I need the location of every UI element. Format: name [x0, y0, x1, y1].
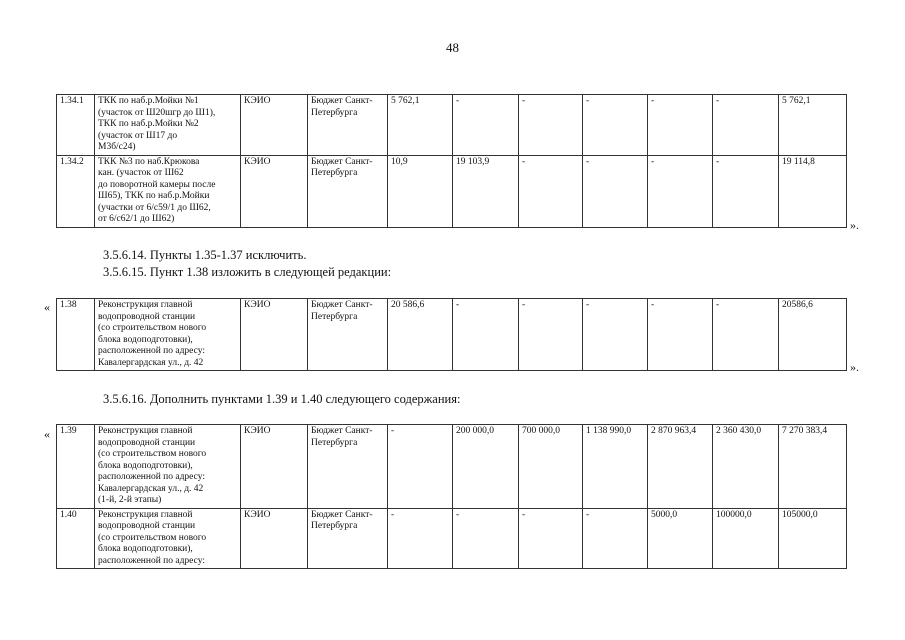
- amount-year-1-cell: -: [388, 508, 453, 569]
- item-name-cell: ТКК по наб.р.Мойки №1 (участок от Ш20шгр до Ш1), ТКК по наб.р.Мойки №2 (участок от Ш17 до М3б/с24): [95, 95, 241, 156]
- total-amount-cell: 105000,0: [779, 508, 847, 569]
- program-table-3: [56, 424, 847, 569]
- table-row: [57, 508, 847, 569]
- amount-year-5-cell: 2 870 963,4: [648, 425, 713, 509]
- page-number: 48: [446, 40, 459, 55]
- amount-year-6-cell: -: [713, 299, 779, 371]
- amount-year-2-cell: 200 000,0: [453, 425, 519, 509]
- item-number-cell: 1.34.2: [57, 155, 95, 227]
- total-amount-cell: 5 762,1: [779, 95, 847, 156]
- funding-source-cell: Бюджет Санкт- Петербурга: [308, 508, 388, 569]
- funding-source-cell: Бюджет Санкт- Петербурга: [308, 95, 388, 156]
- executor-cell: КЭИО: [241, 95, 308, 156]
- amount-year-2-cell: -: [453, 95, 519, 156]
- amount-year-1-cell: 20 586,6: [388, 299, 453, 371]
- amount-year-5-cell: 5000,0: [648, 508, 713, 569]
- item-name-cell: Реконструкция главной водопроводной станции (со строительством нового блока водоподготовки), расположенной по адресу:: [95, 508, 241, 569]
- item-number-cell: 1.38: [57, 299, 95, 371]
- paragraph-3-5-6-14: 3.5.6.14. Пункты 1.35-1.37 исключить.: [103, 248, 307, 262]
- table-row: [57, 299, 847, 371]
- opening-quote-3: «: [44, 427, 50, 441]
- amount-year-2-cell: -: [453, 299, 519, 371]
- funding-source-cell: Бюджет Санкт- Петербурга: [308, 425, 388, 509]
- amount-year-5-cell: -: [648, 95, 713, 156]
- closing-quote-1: ».: [850, 218, 859, 232]
- item-number-cell: 1.40: [57, 508, 95, 569]
- amount-year-1-cell: -: [388, 425, 453, 509]
- program-table-1: [56, 94, 847, 228]
- table-row: [57, 155, 847, 227]
- amount-year-6-cell: 2 360 430,0: [713, 425, 779, 509]
- amount-year-4-cell: -: [583, 155, 648, 227]
- total-amount-cell: 7 270 383,4: [779, 425, 847, 509]
- amount-year-3-cell: 700 000,0: [519, 425, 583, 509]
- amount-year-6-cell: -: [713, 95, 779, 156]
- item-number-cell: 1.34.1: [57, 95, 95, 156]
- funding-source-cell: Бюджет Санкт- Петербурга: [308, 155, 388, 227]
- closing-quote-2: ».: [850, 360, 859, 374]
- item-number-cell: 1.39: [57, 425, 95, 509]
- executor-cell: КЭИО: [241, 155, 308, 227]
- amount-year-4-cell: -: [583, 299, 648, 371]
- paragraph-3-5-6-16: 3.5.6.16. Дополнить пунктами 1.39 и 1.40 следующего содержания:: [103, 392, 461, 406]
- program-table-2: [56, 298, 847, 371]
- amount-year-3-cell: -: [519, 155, 583, 227]
- amount-year-1-cell: 5 762,1: [388, 95, 453, 156]
- item-name-cell: Реконструкция главной водопроводной станции (со строительством нового блока водоподготовки), расположенной по адресу: Кавалергардская ул., д. 42 (1-й, 2-й этапы): [95, 425, 241, 509]
- opening-quote-2: «: [44, 300, 50, 314]
- executor-cell: КЭИО: [241, 425, 308, 509]
- amount-year-3-cell: -: [519, 299, 583, 371]
- table-row: [57, 425, 847, 509]
- amount-year-6-cell: -: [713, 155, 779, 227]
- item-name-cell: ТКК №3 по наб.Крюкова кан. (участок от Ш62 до поворотной камеры после Ш65), ТКК по наб.р.Мойки (участки от 6/с59/1 до Ш62, от 6/с62/1 до Ш62): [95, 155, 241, 227]
- executor-cell: КЭИО: [241, 299, 308, 371]
- total-amount-cell: 20586,6: [779, 299, 847, 371]
- amount-year-4-cell: 1 138 990,0: [583, 425, 648, 509]
- amount-year-1-cell: 10,9: [388, 155, 453, 227]
- item-name-cell: Реконструкция главной водопроводной станции (со строительством нового блока водоподготовки), расположенной по адресу: Кавалергардская ул., д. 42: [95, 299, 241, 371]
- table-row: [57, 95, 847, 156]
- amount-year-2-cell: 19 103,9: [453, 155, 519, 227]
- paragraph-3-5-6-15: 3.5.6.15. Пункт 1.38 изложить в следующей редакции:: [103, 265, 392, 279]
- amount-year-6-cell: 100000,0: [713, 508, 779, 569]
- amount-year-3-cell: -: [519, 95, 583, 156]
- executor-cell: КЭИО: [241, 508, 308, 569]
- amount-year-4-cell: -: [583, 508, 648, 569]
- amount-year-5-cell: -: [648, 155, 713, 227]
- funding-source-cell: Бюджет Санкт- Петербурга: [308, 299, 388, 371]
- amount-year-4-cell: -: [583, 95, 648, 156]
- amount-year-3-cell: -: [519, 508, 583, 569]
- total-amount-cell: 19 114,8: [779, 155, 847, 227]
- amount-year-2-cell: -: [453, 508, 519, 569]
- amount-year-5-cell: -: [648, 299, 713, 371]
